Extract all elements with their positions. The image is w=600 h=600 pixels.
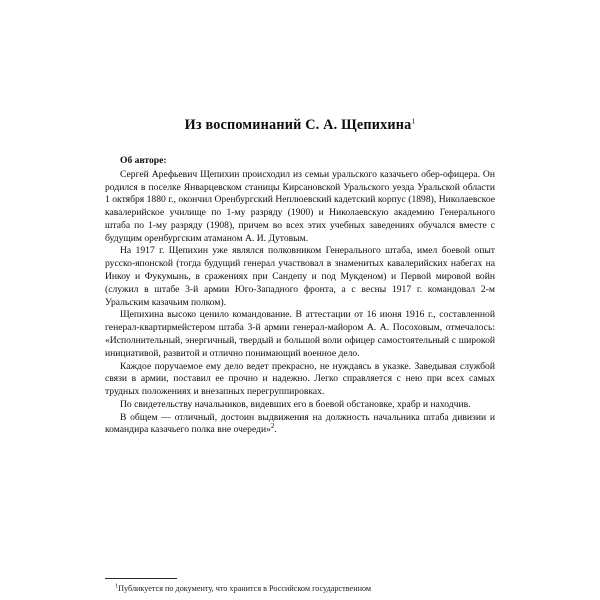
paragraph-testimony: По свидетельству начальников, видевших его в боевой обстановке, храбр и находчив.	[120, 398, 471, 410]
paragraph-attestation: Щепихина высоко ценило командование. В аттестации от 16 июня 1916 г., составленной генерал-квартирмейстером штаба 3-й армии генерал-майором А. А. Посоховым, отмечалось: «Исполнительный, энергичный, твердый и большой воли офицер самостоятельный с широкой инициативой, развитой и отлично понимающий военное дело.	[105, 309, 495, 359]
paragraph-biography-origin: Сергей Арефьевич Щепихин происходил из семьи уральского казачьего обер-офицера. Он родился в поселке Январцевском станицы Кирсановской Уральского уезда Уральской области 1 октября 1880 г., окончил Оренбургский Неплюевский кадетский корпус (1898), Николаевское кавалерийское училище по 1-му разряду (1900) и Николаевскую академию Генерального штаба по 1-му разряду (1908), причем во всех этих учебных заведениях обучался вместе с будущим оренбургским атаманом А. И. Дутовым.	[105, 168, 495, 244]
title-footnote-reference: 1	[411, 116, 416, 126]
paragraph-1917-service: На 1917 г. Щепихин уже являлся полковником Генерального штаба, имел боевой опыт русско-японской (тогда будущий генерал участвовал в знаменитых кавалерийских набегах на Инкоу и Фукумынь, в сражениях при Сандепу и под Мукденом) и Первой мировой войн (служил в штабе 3-й армии Юго-Западного фронта, а с весны 1917 г. командовал 2-м Уральским казачьим полком).	[105, 245, 495, 308]
page-title-text: Из воспоминаний С. А. Щепихина	[184, 117, 412, 133]
footnote-entry	[105, 584, 495, 595]
section-heading: Об авторе:	[120, 155, 167, 167]
conclusion-trailing-punctuation: .	[274, 424, 277, 436]
page-content	[105, 0, 495, 437]
page-title	[105, 0, 495, 134]
footnote-area	[105, 578, 495, 595]
footnote-separator-rule	[105, 578, 177, 579]
footnote-marker: 1	[115, 582, 119, 590]
conclusion-footnote-reference: 2	[270, 422, 275, 431]
paragraph-conclusion	[105, 412, 495, 438]
footnote-text: Публикуется по документу, что хранится в Российском государственном	[118, 584, 372, 593]
paragraph-conclusion-text: В общем — отличный, достоин выдвижения на должность начальника штаба дивизии и командира казачьего полка вне очереди»	[105, 411, 495, 436]
paragraph-duties: Каждое поручаемое ему дело ведет прекрасно, не нуждаясь в указке. Заведывая службой связи в армии, поставил ее прочно и надежно. Легко справляется с нею при всех самых трудных положениях и внезапных перегруппировках.	[105, 360, 495, 398]
